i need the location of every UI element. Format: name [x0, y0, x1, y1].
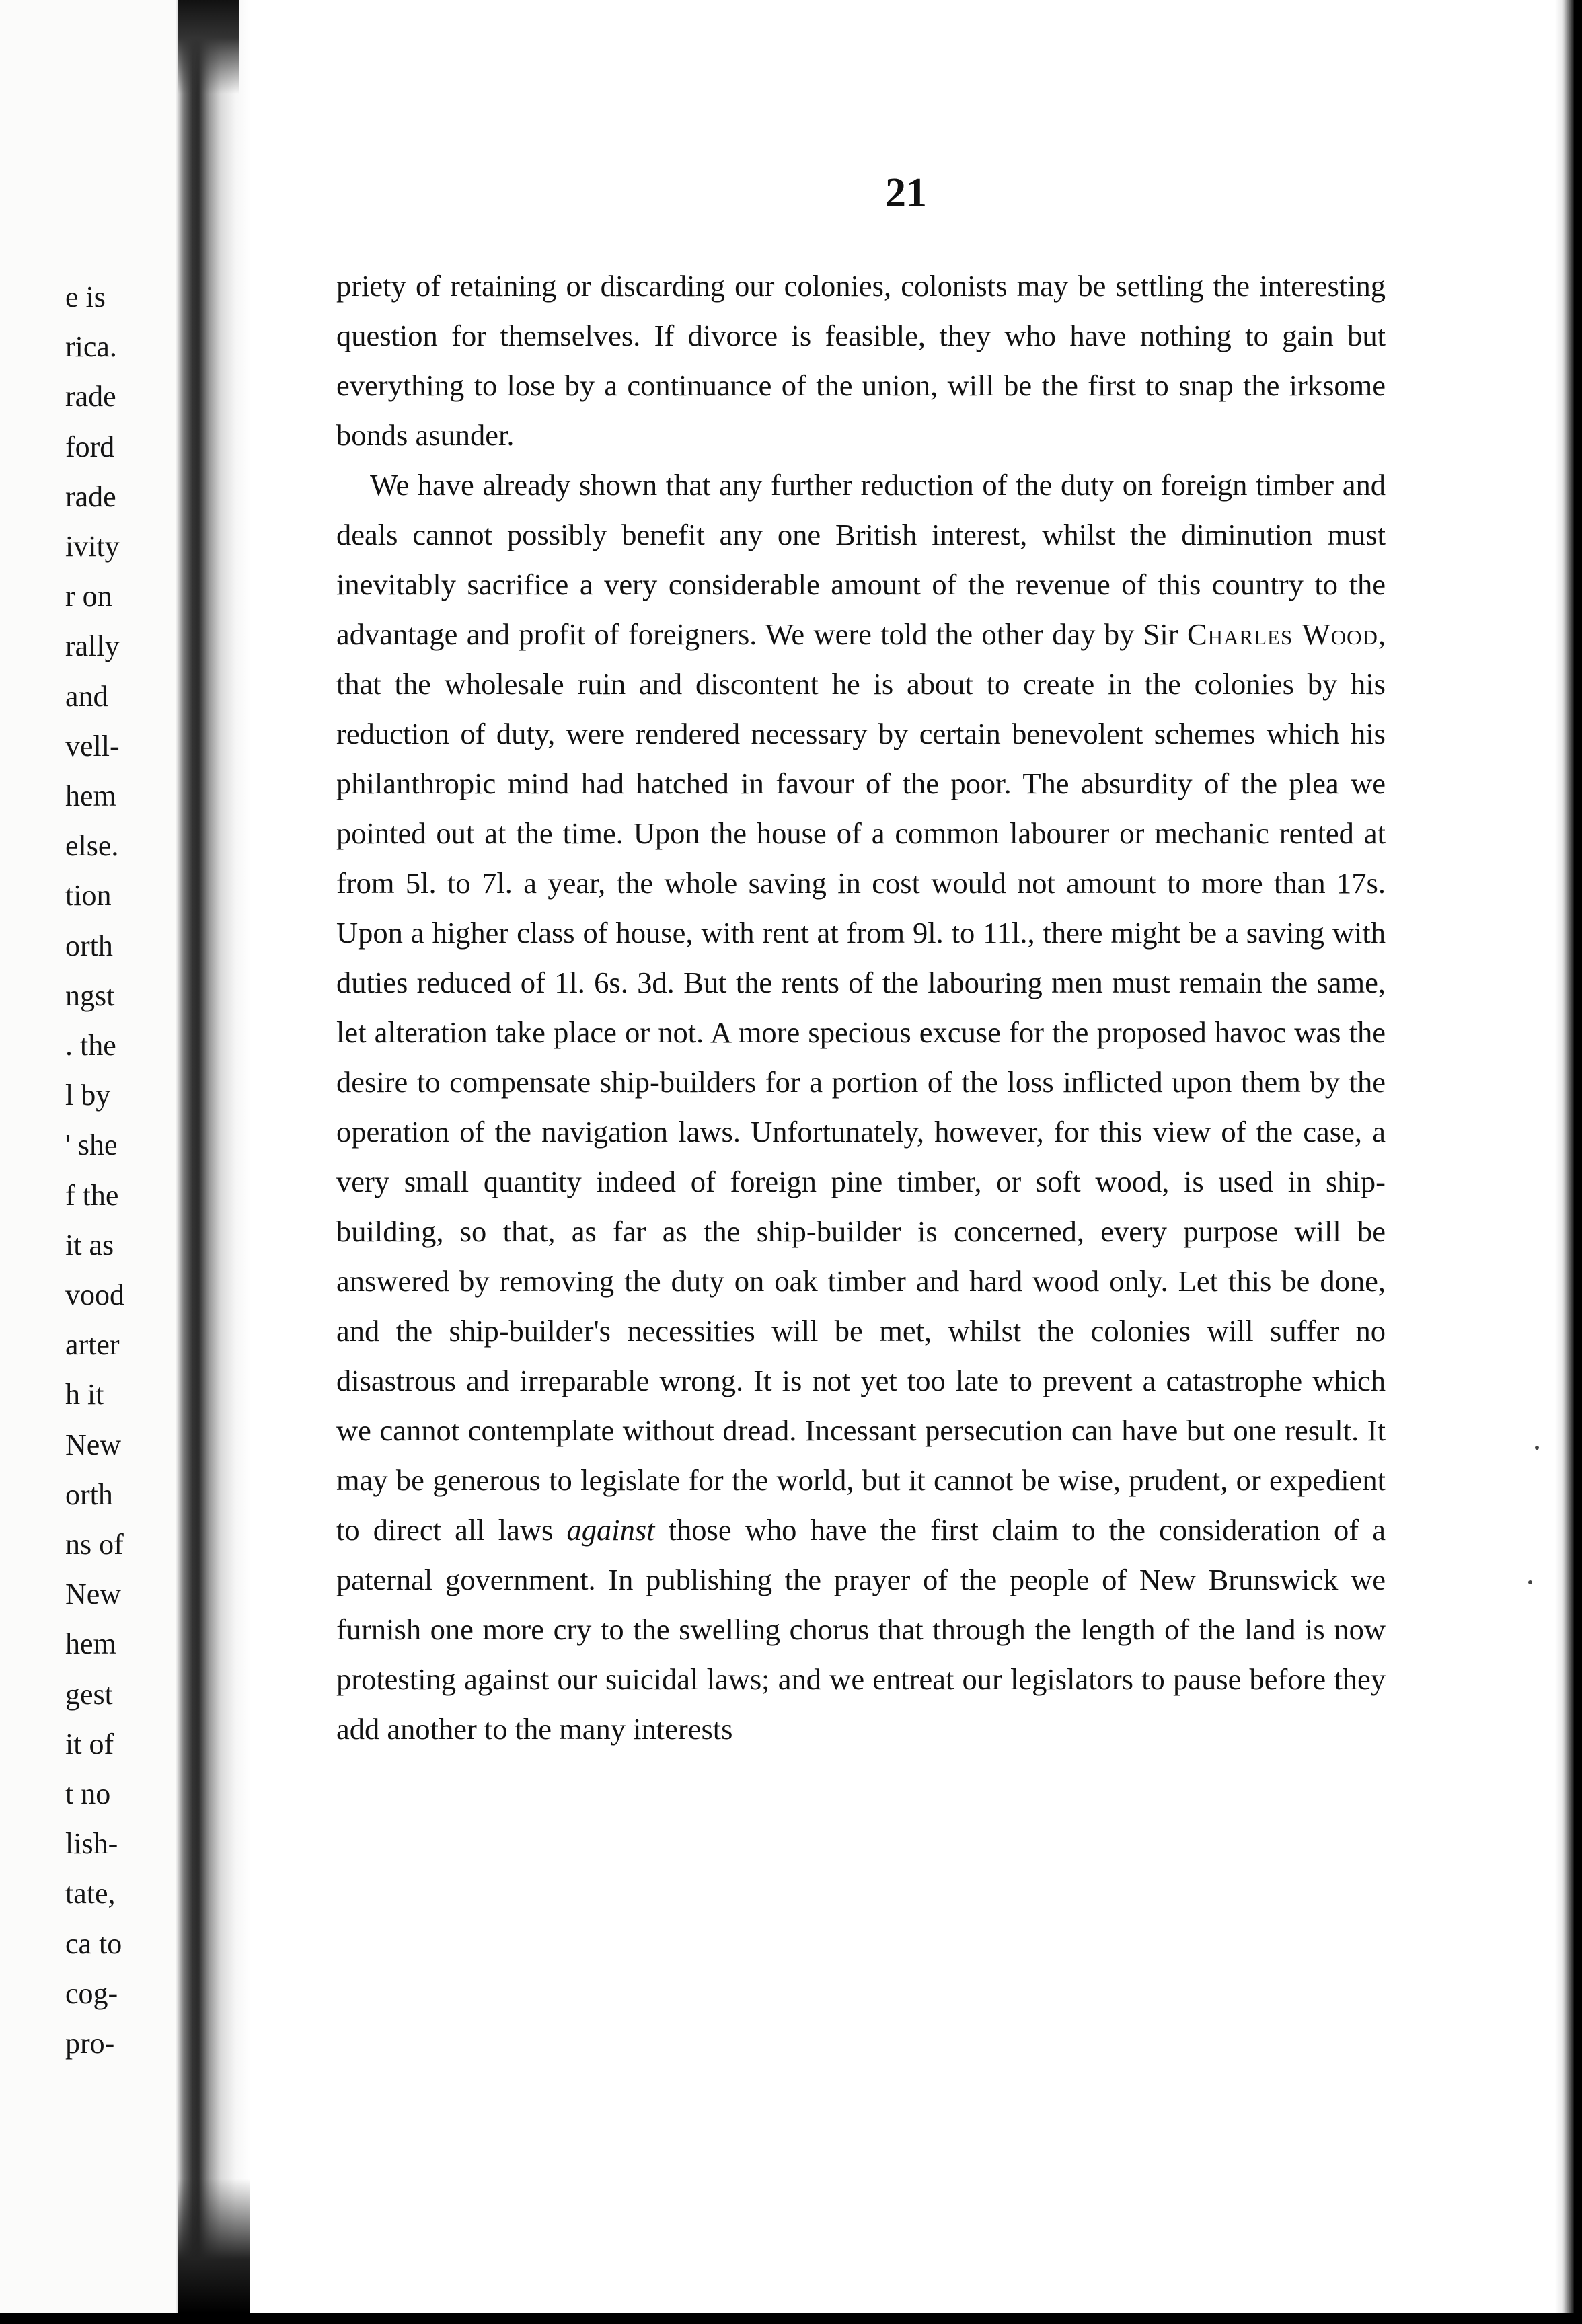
facing-page-line: orth: [65, 929, 113, 962]
facing-page-line: pro-: [65, 2027, 115, 2060]
facing-page-line: ' she: [65, 1128, 118, 1162]
facing-page-line: tate,: [65, 1877, 116, 1910]
facing-page-line: rally: [65, 629, 120, 663]
facing-page-line: h it: [65, 1378, 104, 1411]
facing-page-line: tion: [65, 879, 112, 913]
facing-page-line: hem: [65, 1627, 116, 1661]
emphasized-word: against: [566, 1513, 655, 1547]
page-edge-right: [1555, 0, 1574, 2313]
facing-page-line: t no: [65, 1777, 111, 1810]
facing-page-line: rade: [65, 479, 116, 513]
facing-page-line: f the: [65, 1178, 119, 1212]
facing-page-line: New: [65, 1578, 122, 1611]
facing-page-fragment: [0, 0, 178, 2313]
facing-page-line: ngst: [65, 978, 115, 1012]
facing-page-line: ivity: [65, 530, 120, 563]
facing-page-line: it of: [65, 1727, 114, 1760]
facing-page-line: e is: [65, 280, 106, 313]
facing-page-line: r on: [65, 580, 112, 613]
paragraph-2: [336, 460, 1386, 1754]
facing-page-line: hem: [65, 779, 116, 812]
page-number: 21: [885, 170, 927, 216]
facing-page-line: cog-: [65, 1976, 118, 2010]
facing-page-line: vell-: [65, 729, 120, 763]
paragraph-1: priety of retaining or discarding our colonies, colonists may be settling the interesting question for themselves. If divorce is feasible, they who have nothing to gain but everything to lose by a continuance of the union, will be the first to snap the irksome bonds asunder.: [336, 269, 1386, 452]
gutter-shadow-bottom: [178, 2179, 252, 2313]
scan-speck: [1535, 1446, 1539, 1450]
facing-page-line: ca to: [65, 1927, 122, 1960]
facing-page-line: vood: [65, 1278, 124, 1311]
facing-page-line: else.: [65, 829, 119, 863]
facing-page-line: ford: [65, 430, 115, 463]
paragraph-2-part-a: We have already shown that any further reduction of the duty on foreign timber and deals cannot possibly benefit any one British interest, whilst the diminution must inevitably sacrifice a very considerable amount of the revenue of this country to the advantage and profit of foreigners. We were told the other day by Sir: [336, 468, 1386, 651]
binding-gutter: [176, 0, 250, 2313]
facing-page-line: and: [65, 679, 108, 713]
main-page: [250, 0, 1574, 2313]
facing-page-line: rade: [65, 380, 116, 414]
facing-page-line: rica.: [65, 330, 117, 364]
person-name: Charles Wood: [1186, 617, 1378, 651]
gutter-shadow-top: [178, 0, 239, 94]
facing-page-line: it as: [65, 1228, 114, 1262]
body-text: [336, 261, 1386, 1754]
facing-page-line: . the: [65, 1029, 116, 1062]
scan-speck: [1528, 1580, 1532, 1584]
paragraph-2-part-b: , that the wholesale ruin and discontent he is about to create in the colonies by his reduction of duty, were rendered necessary by certain benevolent schemes which his philanthropic mind had hatched in favour of the poor. The absurdity of the plea we pointed out at the time. Upon the house of a common labourer or mechanic rented at from 5l. to 7l. a year, the whole saving in cost would not amount to more than 17s. Upon a higher class of house, with rent at from 9l. to 11l., there might be a saving with duties reduced of 1l. 6s. 3d. But the rents of the labouring men must remain the same, let alteration take place or not. A more specious excuse for the proposed havoc was the desire to compensate ship-builders for a portion of the loss inflicted upon them by the operation of the navigation laws. Unfortunately, however, for this view of the case, a very small quantity indeed of foreign pine timber, or soft wood, is used in ship-building, so that, as far as the ship-builder is concerned, every purpose will be answered by removing the duty on oak timber and hard wood only. Let this be done, and the ship-builder's necessities will be met, whilst the colonies will suffer no disastrous and irreparable wrong. It is not yet too late to prevent a catastrophe which we cannot contemplate without dread. Incessant persecution can have but one result. It may be generous to legislate for the world, but it cannot be wise, prudent, or expedient to direct all laws: [336, 617, 1386, 1547]
facing-page-line: orth: [65, 1477, 113, 1511]
facing-page-line: lish-: [65, 1827, 118, 1861]
facing-page-line: New: [65, 1428, 122, 1461]
paragraph-2-part-c: those who have the first claim to the consideration of a paternal government. In publishing the prayer of the people of New Brunswick we furnish one more cry to the swelling chorus that through the length of the land is now protesting against our suicidal laws; and we entreat our legislators to pause before they add another to the many interests: [336, 1513, 1386, 1746]
facing-page-line: l by: [65, 1079, 111, 1112]
facing-page-line: arter: [65, 1328, 120, 1362]
facing-page-line: gest: [65, 1677, 113, 1711]
facing-page-line: ns of: [65, 1528, 124, 1561]
